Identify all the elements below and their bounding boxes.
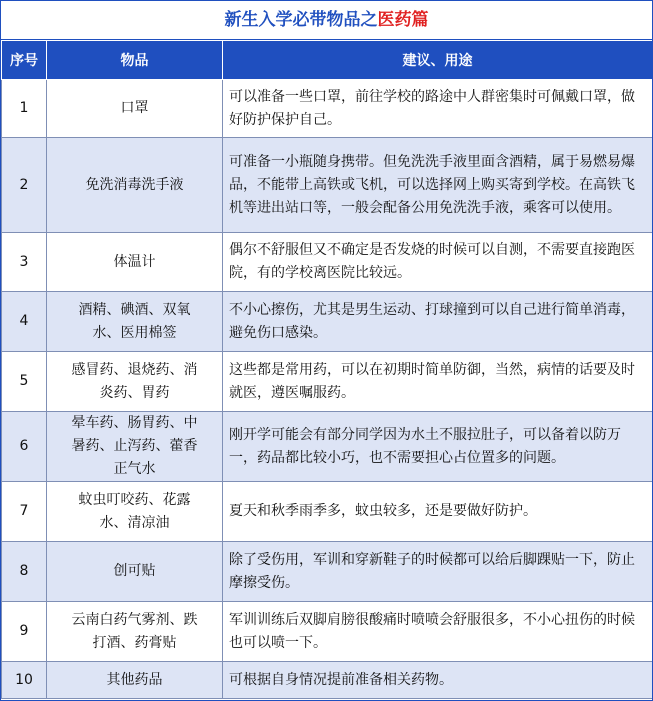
header-note: 建议、用途 bbox=[223, 41, 653, 80]
row-num: 9 bbox=[2, 602, 47, 662]
row-num: 4 bbox=[2, 292, 47, 352]
row-item: 体温计 bbox=[47, 233, 223, 292]
header-item: 物品 bbox=[47, 41, 223, 80]
table-row bbox=[2, 233, 653, 292]
row-item: 感冒药、退烧药、消炎药、胃药 bbox=[47, 352, 223, 412]
row-note: 可以准备一些口罩，前往学校的路途中人群密集时可佩戴口罩，做好防护保护自己。 bbox=[223, 80, 653, 138]
page-title bbox=[1, 1, 652, 40]
row-note: 除了受伤用，军训和穿新鞋子的时候都可以给后脚踝贴一下，防止摩擦受伤。 bbox=[223, 542, 653, 602]
row-item: 创可贴 bbox=[47, 542, 223, 602]
row-note: 可准备一小瓶随身携带。但免洗洗手液里面含酒精，属于易燃易爆品，不能带上高铁或飞机，可以选择网上购买寄到学校。在高铁飞机等进出站口等，一般会配备公用免洗洗手液，乘客可以使用。 bbox=[223, 138, 653, 233]
table-row bbox=[2, 292, 653, 352]
table-row bbox=[2, 352, 653, 412]
table-row bbox=[2, 80, 653, 138]
row-item: 蚊虫叮咬药、花露水、清凉油 bbox=[47, 482, 223, 542]
row-item: 免洗消毒洗手液 bbox=[47, 138, 223, 233]
table-row bbox=[2, 138, 653, 233]
row-num: 5 bbox=[2, 352, 47, 412]
table-row bbox=[2, 542, 653, 602]
row-note: 不小心擦伤，尤其是男生运动、打球撞到可以自己进行简单消毒，避免伤口感染。 bbox=[223, 292, 653, 352]
row-note: 夏天和秋季雨季多，蚊虫较多，还是要做好防护。 bbox=[223, 482, 653, 542]
row-num: 3 bbox=[2, 233, 47, 292]
row-item: 晕车药、肠胃药、中暑药、止泻药、藿香正气水 bbox=[47, 412, 223, 482]
table-row bbox=[2, 482, 653, 542]
row-note: 刚开学可能会有部分同学因为水土不服拉肚子，可以备着以防万一，药品都比较小巧，也不需要担心占位置多的问题。 bbox=[223, 412, 653, 482]
row-num: 1 bbox=[2, 80, 47, 138]
row-num: 8 bbox=[2, 542, 47, 602]
header-row bbox=[2, 41, 653, 80]
row-note: 可根据自身情况提前准备相关药物。 bbox=[223, 662, 653, 699]
title-prefix: 新生入学必带物品之 bbox=[224, 10, 378, 30]
row-num: 6 bbox=[2, 412, 47, 482]
row-num: 7 bbox=[2, 482, 47, 542]
row-item: 云南白药气雾剂、跌打酒、药膏贴 bbox=[47, 602, 223, 662]
row-num: 2 bbox=[2, 138, 47, 233]
row-item: 口罩 bbox=[47, 80, 223, 138]
table-row bbox=[2, 602, 653, 662]
row-item: 酒精、碘酒、双氧水、医用棉签 bbox=[47, 292, 223, 352]
row-note: 这些都是常用药，可以在初期时简单防御，当然，病情的话要及时就医，遵医嘱服药。 bbox=[223, 352, 653, 412]
title-highlight: 医药篇 bbox=[377, 10, 429, 30]
row-note: 偶尔不舒服但又不确定是否发烧的时候可以自测，不需要直接跑医院，有的学校离医院比较远。 bbox=[223, 233, 653, 292]
supplies-table bbox=[1, 40, 653, 699]
row-note: 军训训练后双脚肩膀很酸痛时喷喷会舒服很多，不小心扭伤的时候也可以喷一下。 bbox=[223, 602, 653, 662]
table-row bbox=[2, 662, 653, 699]
table-row bbox=[2, 412, 653, 482]
row-item: 其他药品 bbox=[47, 662, 223, 699]
row-num: 10 bbox=[2, 662, 47, 699]
header-num: 序号 bbox=[2, 41, 47, 80]
